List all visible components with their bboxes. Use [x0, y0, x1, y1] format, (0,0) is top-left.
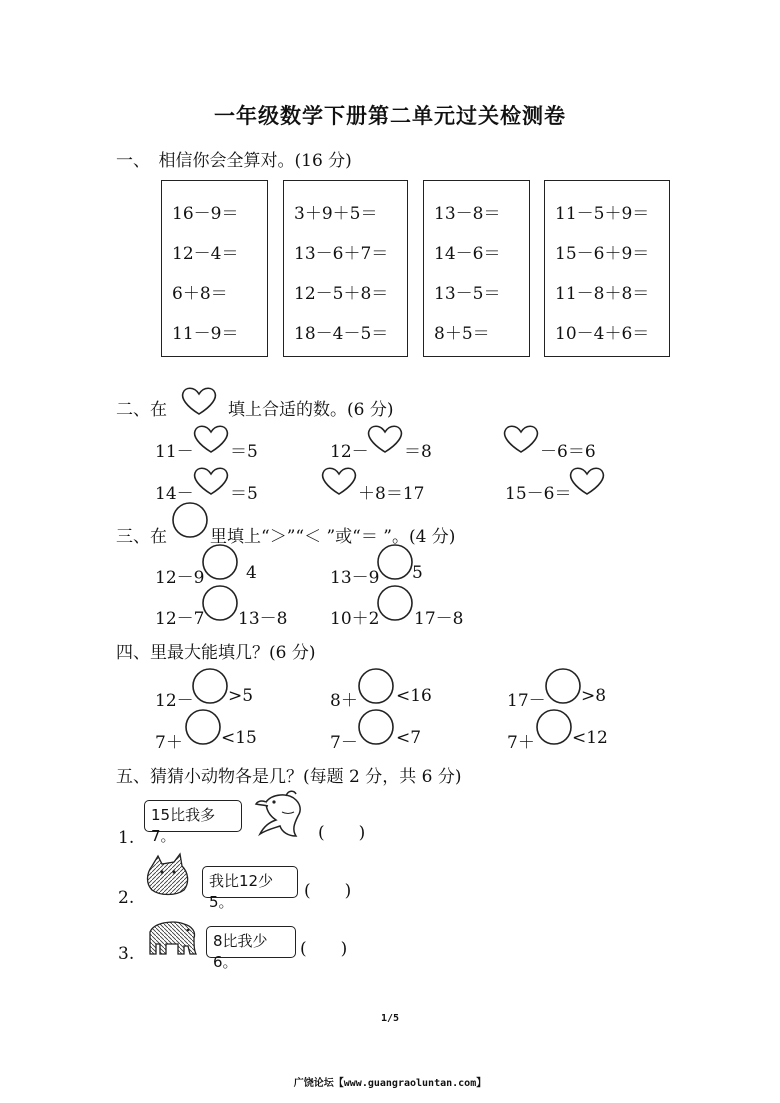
- compare-left: 12－7: [155, 609, 205, 629]
- heart-answer-slot-icon[interactable]: [192, 466, 230, 496]
- heart-icon: [180, 386, 218, 416]
- max-question-prefix: 7＋: [155, 733, 183, 753]
- speech-bubble-text: 15比我多7。: [151, 806, 216, 845]
- max-question-suffix: >5: [228, 686, 254, 706]
- heart-answer-slot-icon[interactable]: [568, 466, 606, 496]
- question-number: 2.: [118, 888, 135, 908]
- max-question-suffix: <16: [396, 686, 432, 706]
- question-number: 1.: [118, 828, 135, 848]
- calc-expression: 3＋9＋5＝: [294, 204, 378, 224]
- calc-expression: 12－5＋8＝: [294, 284, 389, 304]
- max-question-suffix: >8: [581, 686, 607, 706]
- section-2-heading-prefix: 二、在: [116, 400, 167, 420]
- compare-right: 4: [246, 563, 257, 583]
- compare-right: 17－8: [414, 609, 464, 629]
- calc-expression: 13－5＝: [434, 284, 501, 304]
- compare-circle-slot[interactable]: [202, 585, 238, 621]
- calc-expression: 15－6＋9＝: [555, 244, 650, 264]
- max-question-prefix: 12－: [155, 691, 194, 711]
- calc-expression: 18－4－5＝: [294, 324, 389, 344]
- calc-expression: 8＋5＝: [434, 324, 490, 344]
- compare-circle-slot[interactable]: [202, 544, 238, 580]
- calc-expression: 13－6＋7＝: [294, 244, 389, 264]
- section-3-heading-prefix: 三、在: [116, 527, 167, 547]
- max-question-suffix: <15: [221, 728, 257, 748]
- calc-expression: 11－5＋9＝: [555, 204, 650, 224]
- heart-question-prefix: 11－: [155, 442, 194, 462]
- heart-answer-slot-icon[interactable]: [502, 424, 540, 454]
- max-question-prefix: 17－: [507, 691, 546, 711]
- page-number: 1/5: [380, 1013, 400, 1024]
- calc-expression: 11－8＋8＝: [555, 284, 650, 304]
- answer-blank[interactable]: ( ): [300, 939, 348, 959]
- max-circle-slot[interactable]: [536, 709, 572, 745]
- max-circle-slot[interactable]: [358, 668, 394, 704]
- heart-question-prefix: 15－6＝: [505, 484, 572, 504]
- compare-circle-slot[interactable]: [377, 585, 413, 621]
- section-4-heading: 四、里最大能填几？(6 分): [116, 643, 316, 663]
- compare-left: 12－9: [155, 568, 205, 588]
- heart-question-suffix: ＋8＝17: [358, 484, 425, 504]
- calc-expression: 13－8＝: [434, 204, 501, 224]
- calc-expression: 10－4＋6＝: [555, 324, 650, 344]
- section-3-heading-suffix: 里填上“＞”“＜ ”或“＝ ”。(4 分): [210, 527, 456, 547]
- page-title: 一年级数学下册第二单元过关检测卷: [214, 104, 566, 128]
- speech-bubble: [202, 866, 298, 911]
- heart-question-suffix: －6＝6: [540, 442, 596, 462]
- speech-bubble-text: 8比我少6。: [213, 932, 268, 971]
- speech-bubble: [206, 926, 296, 971]
- max-question-prefix: 7＋: [507, 733, 535, 753]
- section-1-heading: 一、 相信你会全算对。(16 分): [116, 151, 352, 171]
- max-question-suffix: <7: [396, 728, 422, 748]
- calc-expression: 6＋8＝: [172, 284, 228, 304]
- heart-question-suffix: ＝8: [404, 442, 432, 462]
- calc-expression: 11－9＝: [172, 324, 239, 344]
- compare-right: 5: [412, 563, 423, 583]
- elephant-icon: [144, 916, 200, 956]
- max-question-prefix: 8＋: [330, 691, 358, 711]
- heart-answer-slot-icon[interactable]: [320, 466, 358, 496]
- calc-expression: 16－9＝: [172, 204, 239, 224]
- calc-box-2: [283, 180, 408, 357]
- heart-question-prefix: 12－: [330, 442, 369, 462]
- fox-icon: [144, 852, 194, 898]
- max-question-suffix: <12: [572, 728, 608, 748]
- heart-question-suffix: ＝5: [230, 484, 258, 504]
- max-circle-slot[interactable]: [358, 709, 394, 745]
- heart-question-prefix: 14－: [155, 484, 194, 504]
- max-question-prefix: 7－: [330, 733, 358, 753]
- speech-bubble-text: 我比12少5。: [209, 872, 274, 911]
- footer-text: 广饶论坛【www.guangraoluntan.com】: [293, 1078, 487, 1089]
- answer-blank[interactable]: ( ): [318, 823, 366, 843]
- compare-left: 10＋2: [330, 609, 380, 629]
- section-2-heading-suffix: 填上合适的数。(6 分): [228, 400, 394, 420]
- max-circle-slot[interactable]: [545, 668, 581, 704]
- dolphin-icon: [252, 790, 310, 842]
- calc-box-1: [161, 180, 268, 357]
- speech-bubble: [144, 800, 242, 845]
- heart-answer-slot-icon[interactable]: [192, 424, 230, 454]
- calc-box-4: [544, 180, 670, 357]
- compare-left: 13－9: [330, 568, 380, 588]
- section-5-heading: 五、猜猜小动物各是几？(每题 2 分，共 6 分): [116, 767, 462, 787]
- heart-answer-slot-icon[interactable]: [366, 424, 404, 454]
- question-number: 3.: [118, 944, 135, 964]
- answer-blank[interactable]: ( ): [304, 881, 352, 901]
- max-circle-slot[interactable]: [192, 668, 228, 704]
- circle-icon: [172, 502, 208, 538]
- compare-right: 13－8: [238, 609, 288, 629]
- calc-box-3: [423, 180, 530, 357]
- calc-expression: 14－6＝: [434, 244, 501, 264]
- calc-expression: 12－4＝: [172, 244, 239, 264]
- heart-question-suffix: ＝5: [230, 442, 258, 462]
- max-circle-slot[interactable]: [185, 709, 221, 745]
- compare-circle-slot[interactable]: [377, 544, 413, 580]
